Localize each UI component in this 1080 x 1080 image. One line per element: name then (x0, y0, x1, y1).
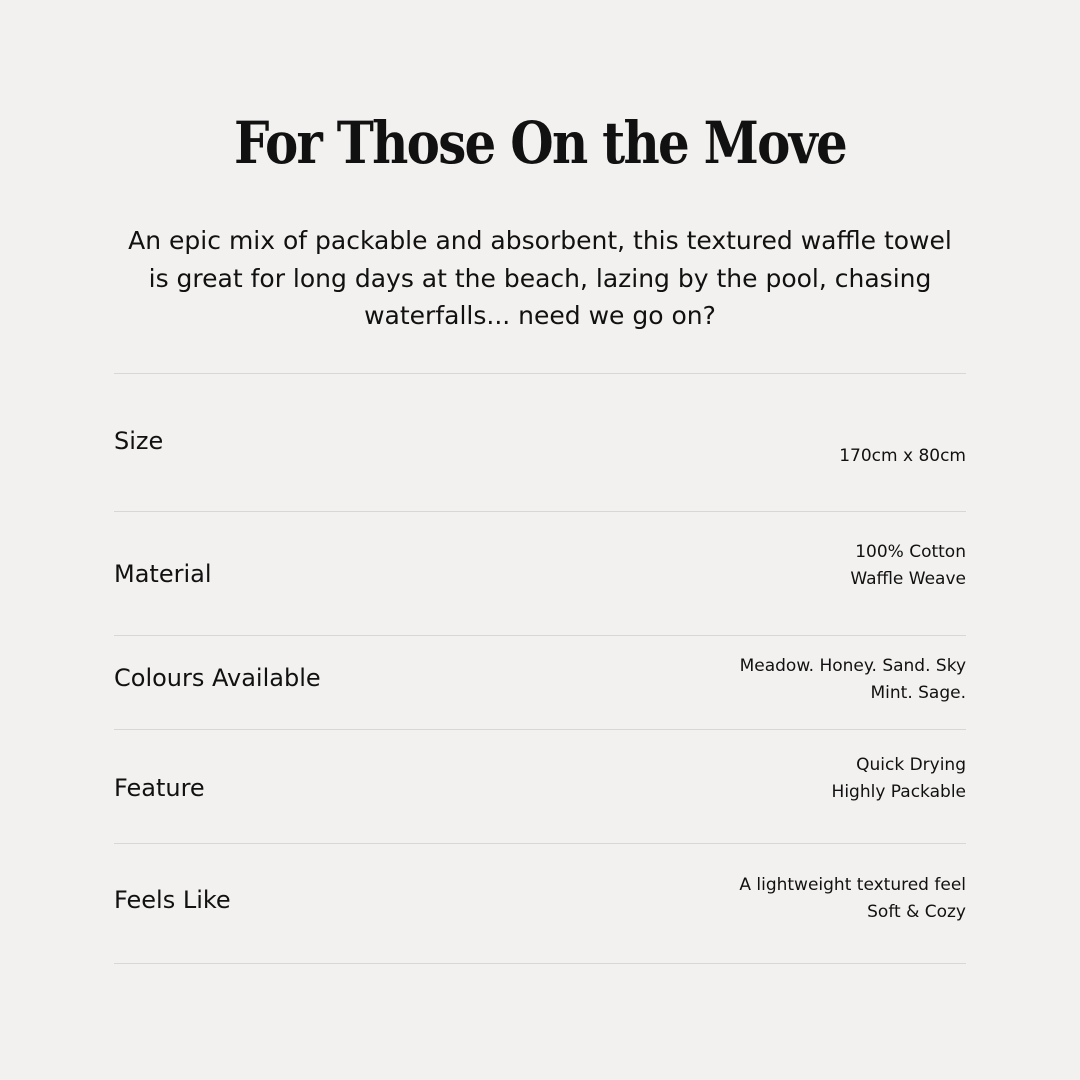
spec-label: Feature (114, 774, 205, 802)
spec-label: Feels Like (114, 886, 231, 914)
spec-label: Material (114, 560, 212, 588)
spec-value (740, 653, 966, 707)
spec-row-feels-like (114, 844, 966, 964)
page-title: For Those On the Move (233, 109, 846, 177)
spec-row-feature (114, 730, 966, 844)
product-description: An epic mix of packable and absorbent, this textured waffle towel is great for long days at the beach, lazing by the pool, chasing waterfalls... need we go on? (128, 226, 952, 330)
spec-value (832, 752, 966, 806)
spec-label: Colours Available (114, 664, 321, 692)
spec-value-line: 100% Cotton (855, 542, 966, 562)
specifications-table (114, 373, 966, 964)
spec-value-line: Soft & Cozy (867, 902, 966, 922)
spec-value (850, 539, 966, 593)
spec-value (739, 872, 966, 926)
spec-row-colours (114, 636, 966, 730)
spec-value-line: Quick Drying (856, 755, 966, 775)
spec-value-line: Meadow. Honey. Sand. Sky (739, 656, 966, 676)
spec-value-line: Mint. Sage. (870, 683, 966, 703)
spec-value-line: 170cm x 80cm (839, 446, 966, 466)
spec-value (839, 443, 966, 470)
spec-row-size (114, 374, 966, 512)
spec-label: Size (114, 427, 164, 455)
spec-value-line: Waffle Weave (850, 569, 966, 589)
spec-value-line: A lightweight textured feel (739, 875, 966, 895)
spec-value-line: Highly Packable (831, 782, 966, 802)
spec-row-material (114, 512, 966, 636)
